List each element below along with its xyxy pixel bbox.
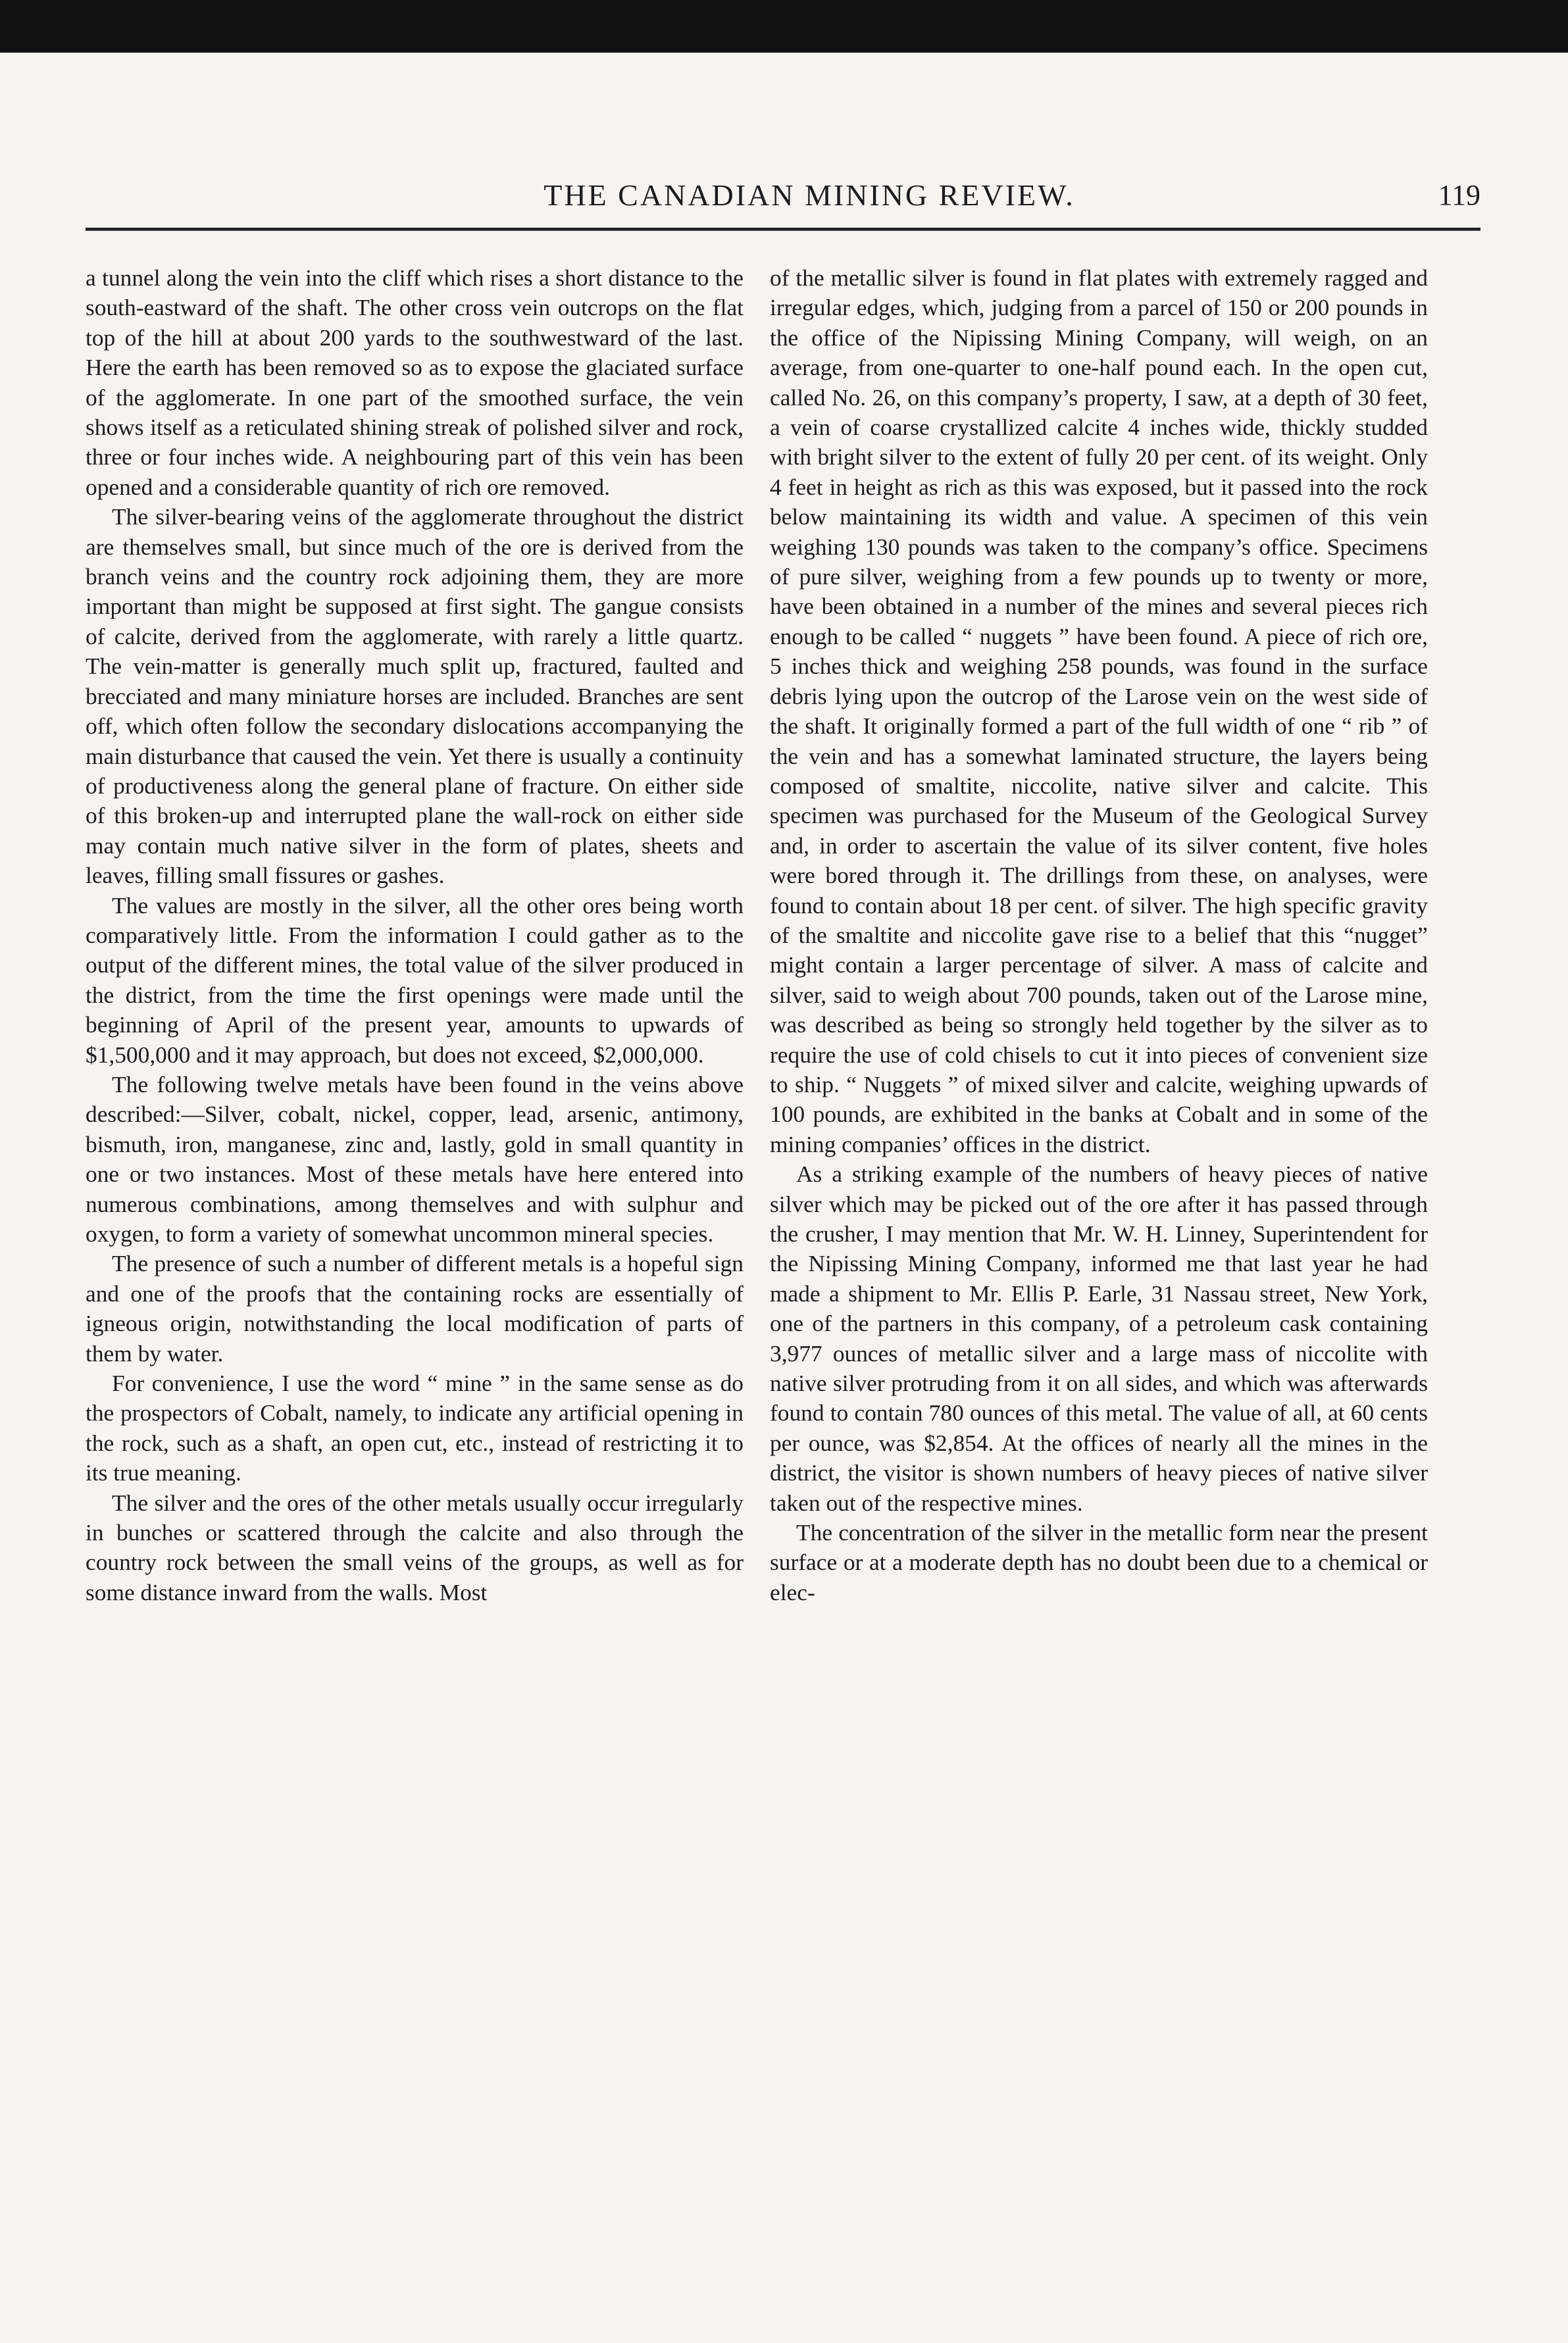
paragraph: As a striking example of the numbers of heavy pieces of native silver which may be picked out of the ore after it has passed through the crusher, I may mention that Mr. W. H. Linney, Superintendent for the Nipissing Mining Company, informed me that last year he had made a shipment to Mr. Ellis P. Earle, 31 Nassau street, New York, one of the partners in this company, of a petroleum cask containing 3,977 ounces of metallic silver and a large mass of niccolite with native silver protruding from it on all sides, and which was afterwards found to contain 780 ounces of this metal. The value of all, at 60 cents per ounce, was $2,854. At the offices of nearly all the mines in the district, the visitor is shown numbers of heavy pieces of native silver taken out of the respective mines. — [770, 1161, 1428, 1516]
paragraph: The following twelve metals have been found in the veins above described:—Silver, cobalt, nickel, copper, lead, arsenic, antimony, bismuth, iron, manganese, zinc and, lastly, gold in small quantity in one or two instances. Most of these metals have here entered into numerous combinations, among themselves and with sulphur and oxygen, to form a variety of somewhat uncommon mineral species. — [86, 1071, 744, 1247]
paragraph: The concentration of the silver in the metallic form near the present surface or at a moderate depth has no doubt been due to a chemical or elec- — [770, 1519, 1428, 1605]
paragraph: For convenience, I use the word “ mine ” in the same sense as do the prospectors of Cobalt, namely, to indicate any artificial opening in the rock, such as a shaft, an open cut, etc., instead of restricting it to its true meaning. — [86, 1370, 744, 1486]
paragraph: of the metallic silver is found in flat plates with extremely ragged and irregular edges, which, judging from a parcel of 150 or 200 pounds in the office of the Nipissing Mining Company, will weigh, on an average, from one-quarter to one-half pound each. In the open cut, called No. 26, on this company’s property, I saw, at a depth of 30 feet, a vein of coarse crystallized calcite 4 inches wide, thickly studded with bright silver to the extent of fully 20 per cent. of its weight. Only 4 feet in height as rich as this was exposed, but it passed into the rock below maintaining its width and value. A specimen of this vein weighing 130 pounds was taken to the company’s office. Specimens of pure silver, weighing from a few pounds up to twenty or more, have been obtained in a number of the mines and several pieces rich enough to be called “ nuggets ” have been found. A piece of rich ore, 5 inches thick and weighing 258 pounds, was found in the surface debris lying upon the outcrop of the Larose vein on the west side of the shaft. It originally formed a part of the full width of one “ rib ” of the vein and has a somewhat laminated structure, the layers being composed of smaltite, niccolite, native silver and calcite. This specimen was purchased for the Museum of the Geological Survey and, in order to ascertain the value of its silver content, five holes were bored through it. The drillings from these, on analyses, were found to contain about 18 per cent. of silver. The high specific gravity of the smaltite and niccolite gave rise to a belief that this “nugget” might contain a larger percentage of silver. A mass of calcite and silver, said to weigh about 700 pounds, taken out of the Larose mine, was described as being so strongly held together by the silver as to require the use of cold chisels to cut it into pieces of convenient size to ship. “ Nuggets ” of mixed silver and calcite, weighing upwards of 100 pounds, are exhibited in the banks at Cobalt and in some of the mining companies’ offices in the district. — [770, 265, 1428, 1157]
paragraph: The silver-bearing veins of the agglomerate throughout the district are themselves small, but since much of the ore is derived from the branch veins and the country rock adjoining them, they are more important than might be supposed at first sight. The gangue consists of calcite, derived from the agglomerate, with rarely a little quartz. The vein-matter is generally much split up, fractured, faulted and brecciated and many miniature horses are included. Branches are sent off, which often follow the secondary dislocations accompanying the main disturbance that caused the vein. Yet there is usually a continuity of productiveness along the general plane of fracture. On either side of this broken-up and interrupted plane the wall-rock on either side may contain much native silver in the form of plates, sheets and leaves, filling small fissures or gashes. — [86, 503, 744, 889]
running-head — [86, 172, 1480, 218]
scan-top-border — [0, 0, 1568, 53]
paragraph: The presence of such a number of different metals is a hopeful sign and one of the proofs that the containing rocks are essentially of igneous origin, notwithstanding the local modification of parts of them by water. — [86, 1250, 744, 1367]
journal-title: THE CANADIAN MINING REVIEW. — [544, 178, 1075, 212]
paragraph: The values are mostly in the silver, all the other ores being worth comparatively little. From the information I could gather as to the output of the different mines, the total value of the silver produced in the district, from the time the first openings were made until the beginning of April of the present year, amounts to upwards of $1,500,000 and it may approach, but does not exceed, $2,000,000. — [86, 892, 744, 1068]
paragraph: The silver and the ores of the other metals usually occur irregularly in bunches or scattered through the calcite and also through the country rock between the small veins of the groups, as well as for some distance inward from the walls. Most — [86, 1489, 744, 1605]
left-column — [86, 263, 744, 2303]
paragraph: a tunnel along the vein into the cliff which rises a short distance to the south-eastward of the shaft. The other cross vein outcrops on the flat top of the hill at about 200 yards to the southwestward of the last. Here the earth has been removed so as to expose the glaciated surface of the agglomerate. In one part of the smoothed surface, the vein shows itself as a reticulated shining streak of polished silver and rock, three or four inches wide. A neighbouring part of this vein has been opened and a considerable quantity of rich ore removed. — [86, 265, 744, 500]
page-number: 119 — [1438, 179, 1480, 211]
header-rule — [86, 228, 1480, 231]
right-column — [770, 263, 1428, 2303]
